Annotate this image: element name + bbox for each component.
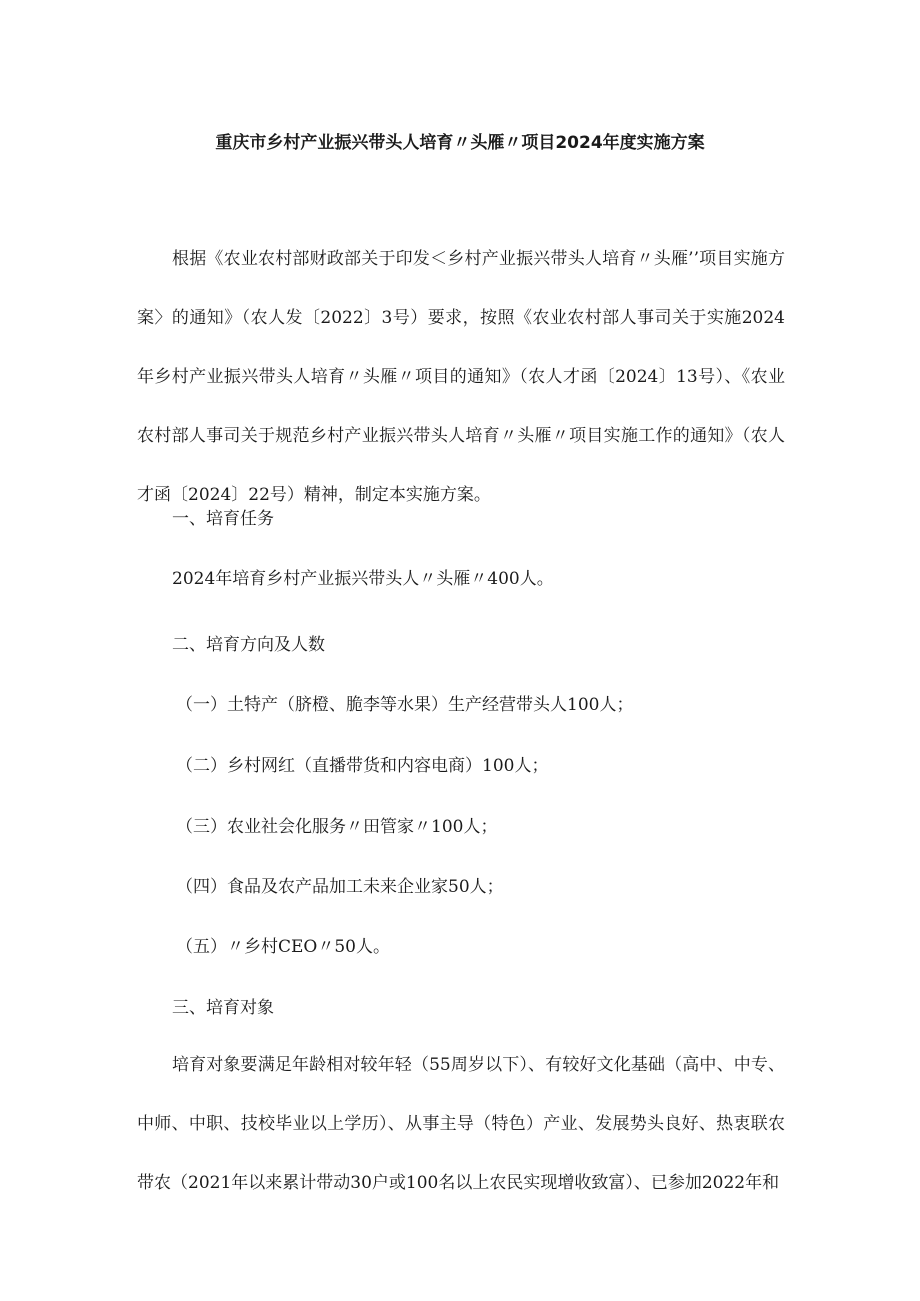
direction-item: （四）食品及农产品加工未来企业家50人； [176, 877, 504, 897]
section-heading-directions: 二、培育方向及人数 [172, 635, 325, 655]
target-paragraph: 培育对象要满足年龄相对较年轻（55周岁以下）、有较好文化基础（高中、中专、中师、中职、技校毕业以上学历）、从事主导（特色）产业、发展势头良好、热衷联农带农（2021年以来累计带动30户或100名以上农民实现增收致富）、已参加2022年和 [137, 1055, 785, 1193]
direction-item: （五）〃乡村CEO〃50人。 [176, 937, 390, 957]
document-title: 重庆市乡村产业振兴带头人培育〃头雁〃项目2024年度实施方案 [215, 133, 705, 153]
direction-item: （二）乡村网红（直播带货和内容电商）100人； [176, 756, 549, 776]
training-task-text: 2024年培育乡村产业振兴带头人〃头雁〃400人。 [172, 569, 554, 589]
direction-item: （一）土特产（脐橙、脆李等水果）生产经营带头人100人； [176, 695, 634, 715]
section-heading-training-task: 一、培育任务 [172, 509, 274, 529]
direction-item: （三）农业社会化服务〃田管家〃100人； [176, 817, 498, 837]
intro-paragraph: 根据《农业农村部财政部关于印发＜乡村产业振兴带头人培育〃头雁’’项目实施方案〉的通知》（农人发〔2022〕3号）要求，按照《农业农村部人事司关于实施2024年乡村产业振兴带头人培育〃头雁〃项目的通知》（农人才函〔2024〕13号）、《农业农村部人事司关于规范乡村产业振兴带头人培育〃头雁〃项目实施工作的通知》（农人才函〔2024〕22号）精神，制定本实施方案。 [137, 249, 785, 505]
section-heading-target: 三、培育对象 [172, 998, 274, 1018]
